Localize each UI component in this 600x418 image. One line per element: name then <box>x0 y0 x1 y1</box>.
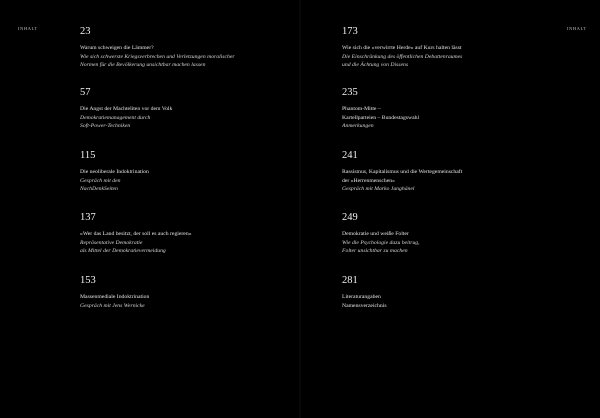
toc-entry <box>342 275 557 310</box>
toc-entry <box>342 150 557 194</box>
toc-subtitle: Normen für die Bevölkerung unsichtbar machen lassen <box>80 62 206 69</box>
toc-title: Rassismus, Kapitalismus und die Wertegemeinschaft <box>342 169 463 175</box>
toc-subtitle: Gespräch mit den <box>80 177 121 184</box>
toc-page-number: 235 <box>342 87 358 98</box>
toc-entry <box>80 212 295 256</box>
toc-page-number: 173 <box>342 26 358 37</box>
running-head-left: INHALT <box>18 26 38 31</box>
toc-subtitle: Anmerkungen <box>342 123 374 130</box>
toc-subtitle: Gespräch mit Marko Junghänel <box>342 186 415 193</box>
toc-title: Namensverzeichnis <box>342 302 387 309</box>
toc-subtitle: und die Ächtung von Dissens <box>342 62 409 69</box>
running-head-right: INHALT <box>567 26 587 31</box>
toc-subtitle: Die Einschränkung des öffentlichen Debattenraumes <box>342 53 463 60</box>
toc-entry <box>80 275 295 310</box>
toc-title: Literaturangaben <box>342 294 381 300</box>
toc-subtitle: Demokratiemanagement durch <box>80 114 151 121</box>
toc-subtitle: Repräsentative Demokratie <box>80 239 143 246</box>
toc-subtitle: Gespräch mit Jens Wernicke <box>80 302 145 309</box>
toc-subtitle: NachDenkSeiten <box>80 186 118 193</box>
toc-subtitle: Wie sich schwerste Kriegsverbrechen und Verletzungen moralischer <box>80 53 235 60</box>
toc-title: Die Angst der Machteliten vor dem Volk <box>80 106 173 112</box>
toc-title: Wie sich die »verwirrte Herde« auf Kurs halten lässt <box>342 45 462 51</box>
toc-subtitle: Soft-Power-Techniken <box>80 123 131 130</box>
toc-subtitle: Wie die Psychologie dazu beitrug, <box>342 239 420 246</box>
toc-entry <box>342 26 557 70</box>
toc-title: Phantom-Mitte – <box>342 106 381 112</box>
toc-title: der »Herrenmenschen« <box>342 177 395 184</box>
toc-title: Massenmediale Indoktrination <box>80 294 150 300</box>
toc-page-number: 23 <box>80 26 91 37</box>
toc-title: Die neoliberale Indoktrination <box>80 169 149 175</box>
toc-page-number: 115 <box>80 150 96 161</box>
toc-entry <box>342 87 557 131</box>
toc-page-number: 281 <box>342 275 358 286</box>
toc-entry <box>80 87 295 131</box>
toc-entry <box>80 150 295 194</box>
toc-page-number: 249 <box>342 212 358 223</box>
toc-page-number: 241 <box>342 150 358 161</box>
toc-subtitle: als Mittel der Demokratievermeidung <box>80 248 166 255</box>
toc-title: Warum schweigen die Lämmer? <box>80 45 154 51</box>
toc-subtitle: Folter unsichtbar zu machen <box>342 248 408 255</box>
toc-entry <box>342 212 557 256</box>
toc-title: Kartellparteien – Bundestagswahl <box>342 114 420 121</box>
toc-title: »Wer das Land besitzt, der soll es auch regieren« <box>80 231 192 237</box>
toc-page-number: 153 <box>80 275 96 286</box>
toc-page-number: 57 <box>80 87 91 98</box>
toc-entry <box>80 26 295 70</box>
toc-title: Demokratie und weiße Folter <box>342 231 409 237</box>
toc-page-number: 137 <box>80 212 96 223</box>
